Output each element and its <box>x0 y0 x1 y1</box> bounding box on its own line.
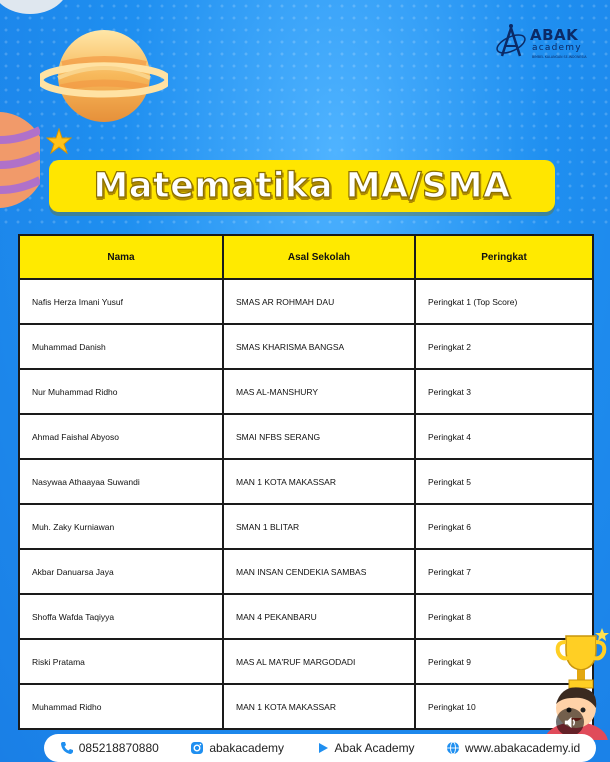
instagram-icon <box>190 741 204 755</box>
cell-nama: Shoffa Wafda Taqiyya <box>19 594 223 639</box>
cell-asal-sekolah: SMAS AR ROHMAH DAU <box>223 279 415 324</box>
cell-nama: Nur Muhammad Ridho <box>19 369 223 414</box>
table-row <box>19 594 593 639</box>
contact-bar <box>44 734 596 762</box>
table-row <box>19 549 593 594</box>
instagram-handle: abakacademy <box>209 741 285 755</box>
cell-peringkat: Peringkat 2 <box>415 324 593 369</box>
cell-asal-sekolah: MAN INSAN CENDEKIA SAMBAS <box>223 549 415 594</box>
cell-peringkat: Peringkat 3 <box>415 369 593 414</box>
youtube-channel: Abak Academy <box>334 741 415 755</box>
title-banner <box>49 160 555 212</box>
cell-peringkat: Peringkat 5 <box>415 459 593 504</box>
table-row <box>19 279 593 324</box>
ringed-planet-illustration <box>40 18 168 136</box>
cell-asal-sekolah: MAN 1 KOTA MAKASSAR <box>223 459 415 504</box>
table-row <box>19 459 593 504</box>
cell-asal-sekolah: MAS AL MA'RUF MARGODADI <box>223 639 415 684</box>
sound-icon <box>563 715 578 730</box>
cell-nama: Muhammad Ridho <box>19 684 223 729</box>
table-row <box>19 684 593 729</box>
page-title: Matematika MA/SMA <box>93 166 511 206</box>
cell-nama: Nafis Herza Imani Yusuf <box>19 279 223 324</box>
cell-asal-sekolah: SMAN 1 BLITAR <box>223 504 415 549</box>
column-header-asal-sekolah: Asal Sekolah <box>223 235 415 279</box>
table-row <box>19 504 593 549</box>
phone-number: 085218870880 <box>78 741 159 755</box>
cell-peringkat: Peringkat 9 <box>415 639 593 684</box>
cell-asal-sekolah: MAN 4 PEKANBARU <box>223 594 415 639</box>
cell-asal-sekolah: SMAI NFBS SERANG <box>223 414 415 459</box>
column-header-peringkat: Peringkat <box>415 235 593 279</box>
cell-peringkat: Peringkat 10 <box>415 684 593 729</box>
ranking-table <box>18 234 592 722</box>
cell-nama: Akbar Danuarsa Jaya <box>19 549 223 594</box>
star-icon <box>46 128 72 154</box>
website-url: www.abakacademy.id <box>465 741 581 755</box>
brand-logo <box>494 22 594 68</box>
phone-icon <box>60 741 74 755</box>
moon-decoration <box>0 0 70 16</box>
contact-phone[interactable] <box>60 741 159 755</box>
globe-icon <box>446 741 460 755</box>
cell-peringkat: Peringkat 4 <box>415 414 593 459</box>
column-header-nama: Nama <box>19 235 223 279</box>
cell-asal-sekolah: MAN 1 KOTA MAKASSAR <box>223 684 415 729</box>
table-row <box>19 324 593 369</box>
cell-asal-sekolah: MAS AL-MANSHURY <box>223 369 415 414</box>
logo-mark-icon <box>494 22 528 62</box>
table-row <box>19 414 593 459</box>
cell-nama: Ahmad Faishal Abyoso <box>19 414 223 459</box>
table-row <box>19 639 593 684</box>
cell-peringkat: Peringkat 1 (Top Score) <box>415 279 593 324</box>
cell-peringkat: Peringkat 8 <box>415 594 593 639</box>
cell-nama: Riski Pratama <box>19 639 223 684</box>
cell-nama: Muh. Zaky Kurniawan <box>19 504 223 549</box>
contact-website[interactable] <box>446 741 580 755</box>
sound-toggle-button[interactable] <box>556 708 584 736</box>
cell-nama: Nasywaa Athaayaa Suwandi <box>19 459 223 504</box>
cell-peringkat: Peringkat 7 <box>415 549 593 594</box>
cell-peringkat: Peringkat 6 <box>415 504 593 549</box>
table-row <box>19 369 593 414</box>
contact-instagram[interactable] <box>190 741 284 755</box>
brand-tagline: BIMBEL KALANGAN SE-INDONESIA <box>532 55 587 59</box>
table-header-row <box>19 235 593 279</box>
swirl-planet-illustration <box>0 100 40 220</box>
youtube-icon <box>316 741 330 755</box>
brand-subtitle: academy <box>532 43 582 53</box>
contact-youtube[interactable] <box>316 741 415 755</box>
brand-name: ABAK <box>530 26 579 44</box>
cell-asal-sekolah: SMAS KHARISMA BANGSA <box>223 324 415 369</box>
cell-nama: Muhammad Danish <box>19 324 223 369</box>
